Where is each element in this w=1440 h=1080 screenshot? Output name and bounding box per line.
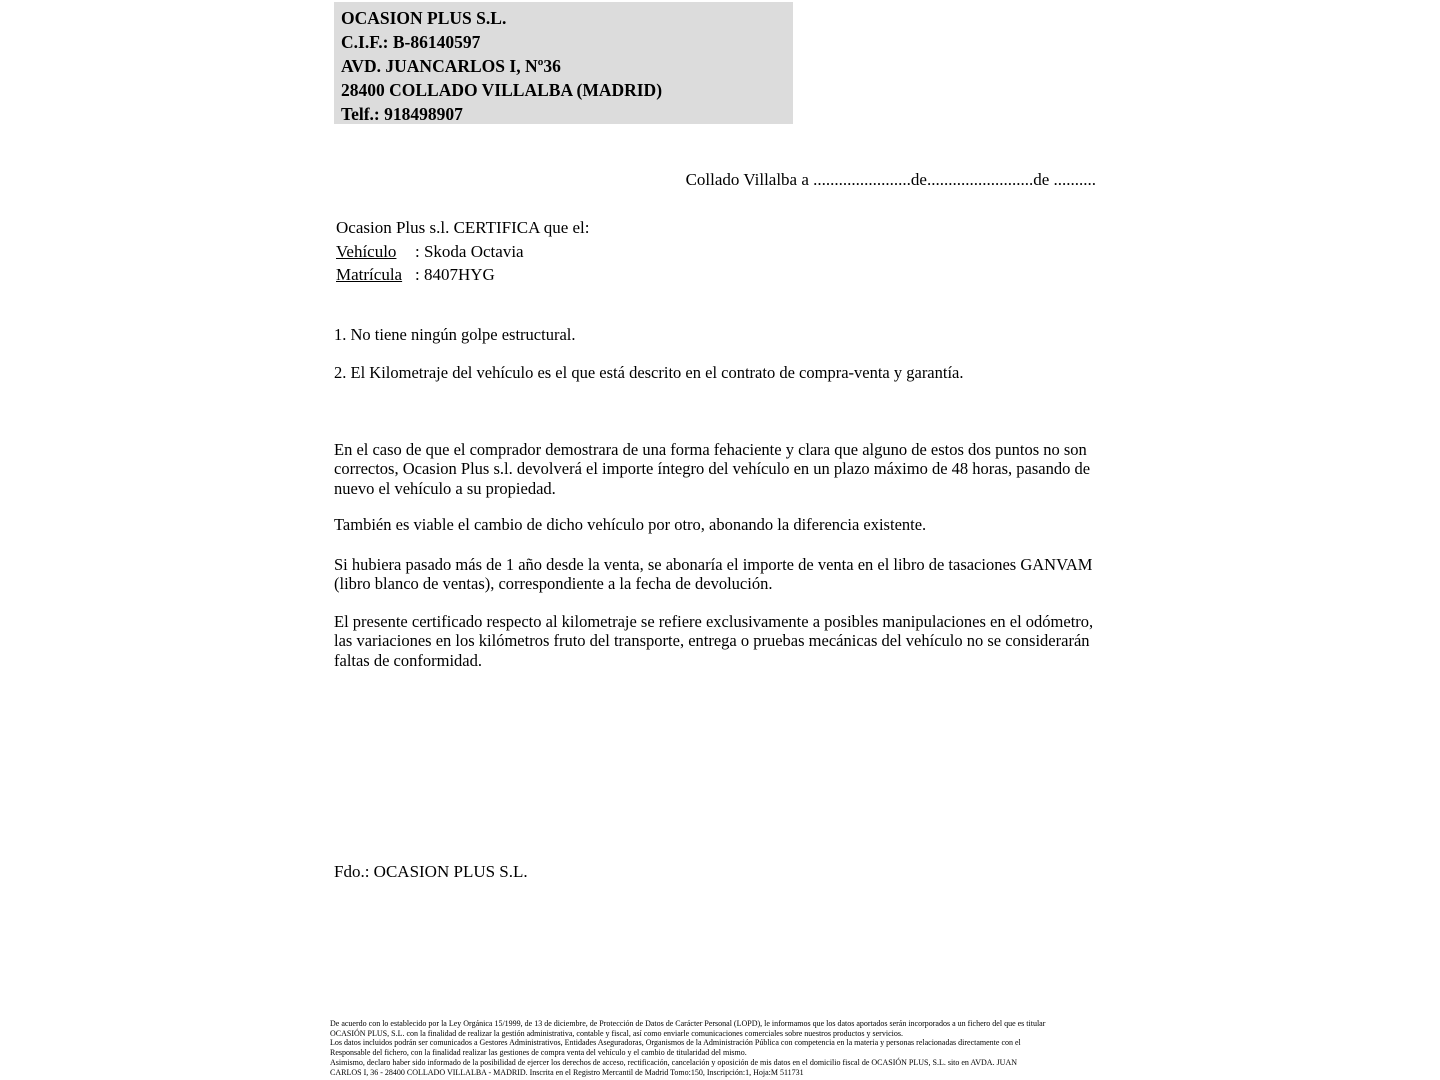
plate-row [336, 263, 590, 287]
plate-label: Matrícula [336, 265, 403, 284]
legal-footer-line-2: OCASIÓN PLUS, S.L. con la finalidad de realizar la gestión administrativa, contable y fiscal, así como enviarle comunicaciones comerciales sobre nuestros productos y servicios. [330, 1028, 903, 1038]
legal-footer-line-1: De acuerdo con lo establecido por la Ley Orgánica 15/1999, de 13 de diciembre, de Protección de Datos de Carácter Personal (LOPD), le informamos que los datos aportados serán incorporados a un fichero del que es titular [330, 1019, 1046, 1028]
condition-point-2: 2. El Kilometraje del vehículo es el que está descrito en el contrato de compra-venta y garantía. [334, 363, 964, 382]
paragraph-ganvam-valuation: Si hubiera pasado más de 1 año desde la venta, se abonaría el importe de venta en el libro de tasaciones GANVAM (libro blanco de ventas), correspondiente a la fecha de devolución. [334, 555, 1093, 594]
legal-footer-line-4: Responsable del fichero, con la finalidad realizar las gestiones de compra venta del vehículo y el cambio de titularidad del mismo. [330, 1048, 747, 1058]
condition-point-1: 1. No tiene ningún golpe estructural. [334, 325, 576, 344]
certification-block [336, 216, 590, 287]
company-header-block [334, 2, 793, 124]
legal-footer [330, 1019, 1430, 1077]
company-cif: C.I.F.: B-86140597 [341, 32, 481, 52]
plate-value: : 8407HYG [415, 265, 495, 284]
company-address: AVD. JUANCARLOS I, Nº36 [341, 56, 561, 76]
date-place-line: Collado Villalba a .......................de.........................de .......... [685, 170, 1096, 189]
vehicle-row [336, 240, 590, 264]
paragraph-refund-policy: En el caso de que el comprador demostrara de una forma fehaciente y clara que alguno de estos dos puntos no son correctos, Ocasion Plus s.l. devolverá el importe íntegro del vehículo en un plazo máximo de 48 horas, pasando de nuevo el vehículo a su propiedad. [334, 440, 1091, 498]
company-city: 28400 COLLADO VILLALBA (MADRID) [341, 80, 663, 100]
paragraph-odometer-disclaimer: El presente certificado respecto al kilometraje se refiere exclusivamente a posibles manipulaciones en el odómetro, las variaciones en los kilómetros fruto del transporte, entrega o pruebas mecánicas del vehículo no se considerarán faltas de conformidad. [334, 612, 1094, 670]
legal-footer-line-3: Los datos incluidos podrán ser comunicados a Gestores Administrativos, Entidades Aseguradoras, Organismos de la Administración Pública con competencia en la materia y personas relacionadas directamente con el [330, 1038, 1021, 1048]
legal-footer-line-5: Asimismo, declaro haber sido informado de la posibilidad de ejercer los derechos de acceso, rectificación, cancelación y oposición de mis datos en el domicilio fiscal de OCASIÓN PLUS, S.L. sito en AVDA. JUAN [330, 1057, 1018, 1067]
paragraph-exchange-option: También es viable el cambio de dicho vehículo por otro, abonando la diferencia existente. [334, 515, 927, 534]
vehicle-value: : Skoda Octavia [415, 241, 524, 261]
vehicle-label: Vehículo [336, 241, 397, 261]
signature-line: Fdo.: OCASION PLUS S.L. [334, 862, 528, 881]
company-name: OCASION PLUS S.L. [341, 8, 507, 28]
legal-footer-line-6: CARLOS I, 36 - 28400 COLLADO VILLALBA - MADRID. Inscrita en el Registro Mercantil de Madrid Tomo:150, Inscripción:1, Hoja:M 511731 [330, 1067, 804, 1077]
company-phone: Telf.: 918498907 [341, 104, 463, 124]
certification-intro: Ocasion Plus s.l. CERTIFICA que el: [336, 218, 590, 237]
